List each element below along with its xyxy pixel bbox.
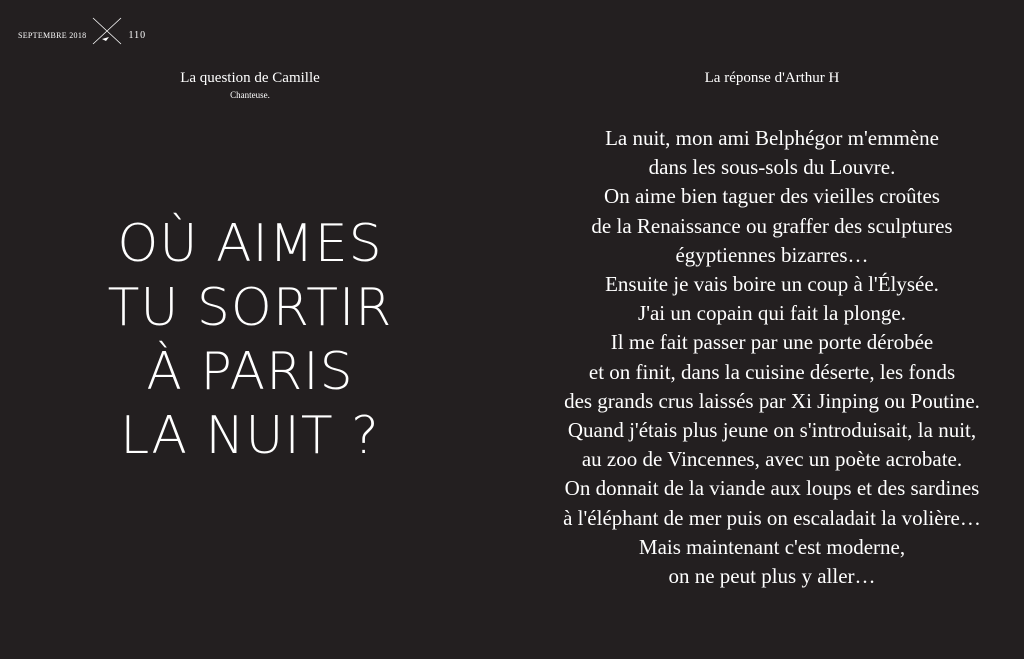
answer-line: On donnait de la viande aux loups et des sardines [564,476,980,501]
answer-line: Quand j'étais plus jeune on s'introduisait, la nuit, [567,418,977,443]
folio-page-number: 110 [128,29,147,41]
answer-label: La réponse d'Arthur H [704,70,840,86]
answer-line: Ensuite je vais boire un coup à l'Élysée. [605,272,939,297]
question-line: À PARIS [146,342,354,402]
question-label: La question de Camille [180,70,320,86]
answer-line: des grands crus laissés par Xi Jinping ou Poutine. [564,388,980,413]
answer-line: On aime bien taguer des vieilles croûtes [604,184,940,209]
question-line: LA NUIT ? [120,406,380,466]
question-page [0,0,500,659]
answer-line: au zoo de Vincennes, avec un poète acrobate. [581,447,963,472]
answer-text [520,124,1024,591]
question-line: OÙ AIMES [117,214,383,274]
answer-line: et on finit, dans la cuisine déserte, les fonds [588,359,956,384]
answer-line: J'ai un copain qui fait la plonge. [638,301,906,326]
answer-line: La nuit, mon ami Belphégor m'emmène [605,126,939,150]
answer-line: égyptiennes bizarres… [675,242,869,267]
folio-date: SEPTEMBRE 2018 [18,30,87,40]
answer-line: Il me fait passer par une porte dérobée [610,330,934,355]
question-author-role: Chanteuse. [230,90,270,100]
question-line: TU SORTIR [107,278,393,338]
answer-line: on ne peut plus y aller… [668,564,876,589]
answer-page [520,0,1024,659]
answer-line: à l'éléphant de mer puis on escaladait la volière… [563,505,981,530]
answer-line: Mais maintenant c'est moderne, [638,534,906,559]
answer-line: dans les sous-sols du Louvre. [648,155,896,180]
answer-line: de la Renaissance ou graffer des sculptures [591,213,953,238]
question-headline [0,212,500,468]
